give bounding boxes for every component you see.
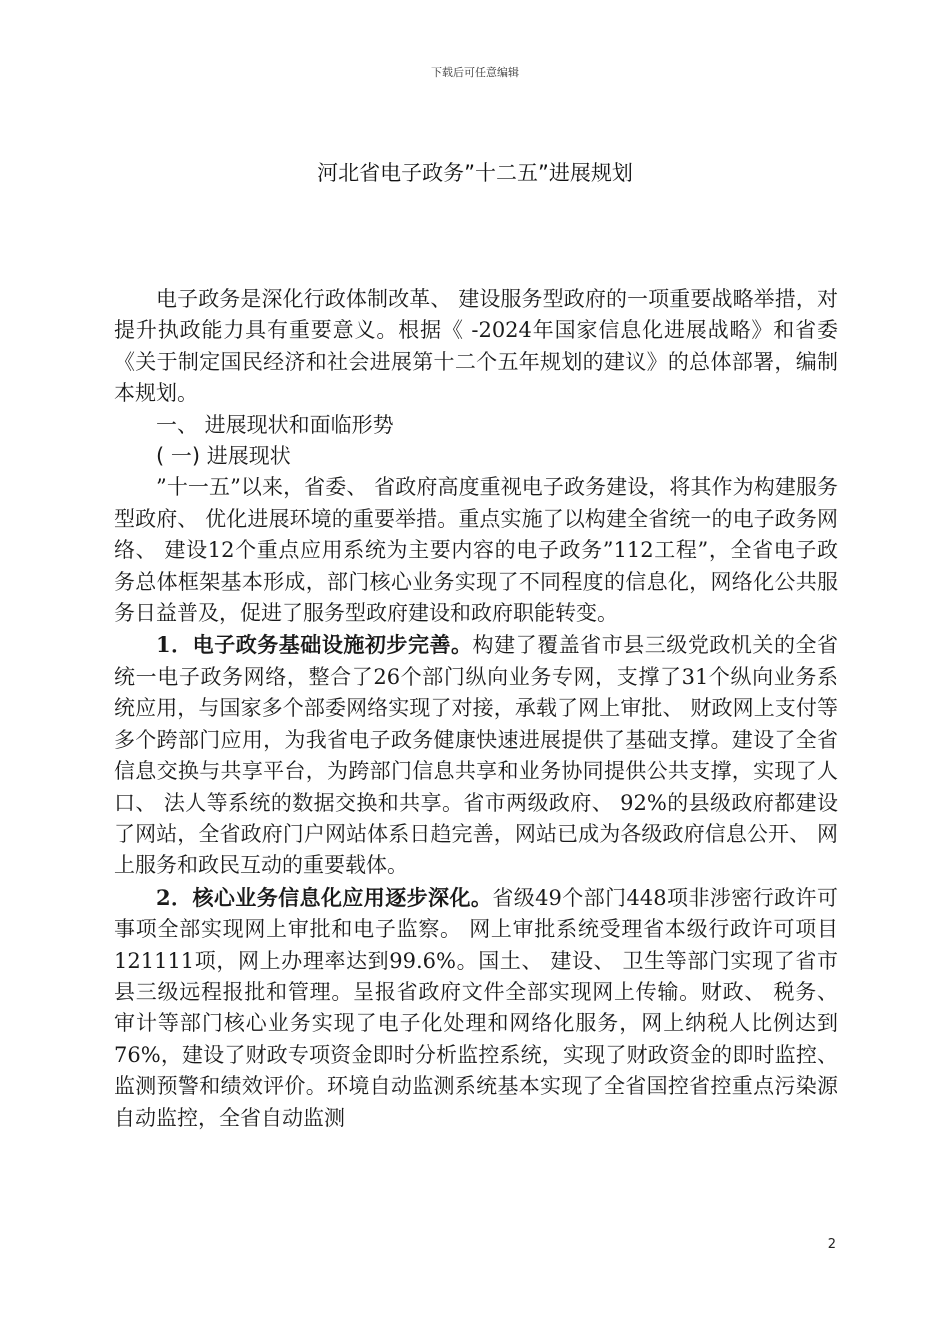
item-1-paragraph bbox=[114, 629, 838, 881]
page-number: 2 bbox=[827, 1237, 836, 1252]
item-2-body: 省级49个部门448项非涉密行政许可事项全部实现网上审批和电子监察。 网上审批系统受理省本级行政许可项目121111项，网上办理率达到99.6%。国土、 建设、 卫生等部门实现了省市县三级远程报批和管理。呈报省政府文件全部实现网上传输。财政、 税务、 审计等部门核心业务实现了电子化处理和网络化服务，网上纳税人比例达到76%，建设了财政专项资金即时分析监控系统，实现了财政资金的即时监控、 监测预警和绩效评价。环境自动监测系统基本实现了全省国控省控重点污染源自动监控，全省自动监测 bbox=[114, 885, 838, 1130]
section-heading: 一、 进展现状和面临形势 bbox=[156, 412, 394, 437]
intro-paragraph: 电子政务是深化行政体制改革、 建设服务型政府的一项重要战略举措，对提升执政能力具有重要意义。根据《 -2024年国家信息化进展战略》和省委《关于制定国民经济和社会进展第十二个五年规划的建议》的总体部署，编制本规划。 bbox=[114, 287, 838, 406]
header-note: 下载后可任意编辑 bbox=[431, 66, 519, 79]
document-body bbox=[114, 284, 838, 1134]
subsection-heading: ( 一) 进展现状 bbox=[156, 444, 291, 469]
item-1-lead: 1．电子政务基础设施初步完善。 bbox=[156, 632, 473, 658]
item-1-body: 构建了覆盖省市县三级党政机关的全省统一电子政务网络，整合了26个部门纵向业务专网，支撑了31个纵向业务系统应用，与国家多个部委网络实现了对接，承载了网上审批、 财政网上支付等多个跨部门应用，为我省电子政务健康快速进展提供了基础支撑。建设了全省信息交换与共享平台，为跨部门信息共享和业务协同提供公共支撑，实现了人口、 法人等系统的数据交换和共享。省市两级政府、 92%的县级政府都建设了网站，全省政府门户网站体系日趋完善，网站已成为各级政府信息公开、 网上服务和政民互动的重要载体。 bbox=[114, 633, 838, 878]
document-title: 河北省电子政务”十二五”进展规划 bbox=[317, 161, 633, 185]
item-2-lead: 2．核心业务信息化应用逐步深化。 bbox=[156, 884, 493, 910]
item-2-paragraph bbox=[114, 882, 838, 1134]
overview-paragraph: ”十一五”以来，省委、 省政府高度重视电子政务建设，将其作为构建服务型政府、 优化进展环境的重要举措。重点实施了以构建全省统一的电子政务网络、 建设12个重点应用系统为主要内容的电子政务”112工程”，全省电子政务总体框架基本形成，部门核心业务实现了不同程度的信息化，网络化公共服务日益普及，促进了服务型政府建设和政府职能转变。 bbox=[114, 475, 838, 626]
